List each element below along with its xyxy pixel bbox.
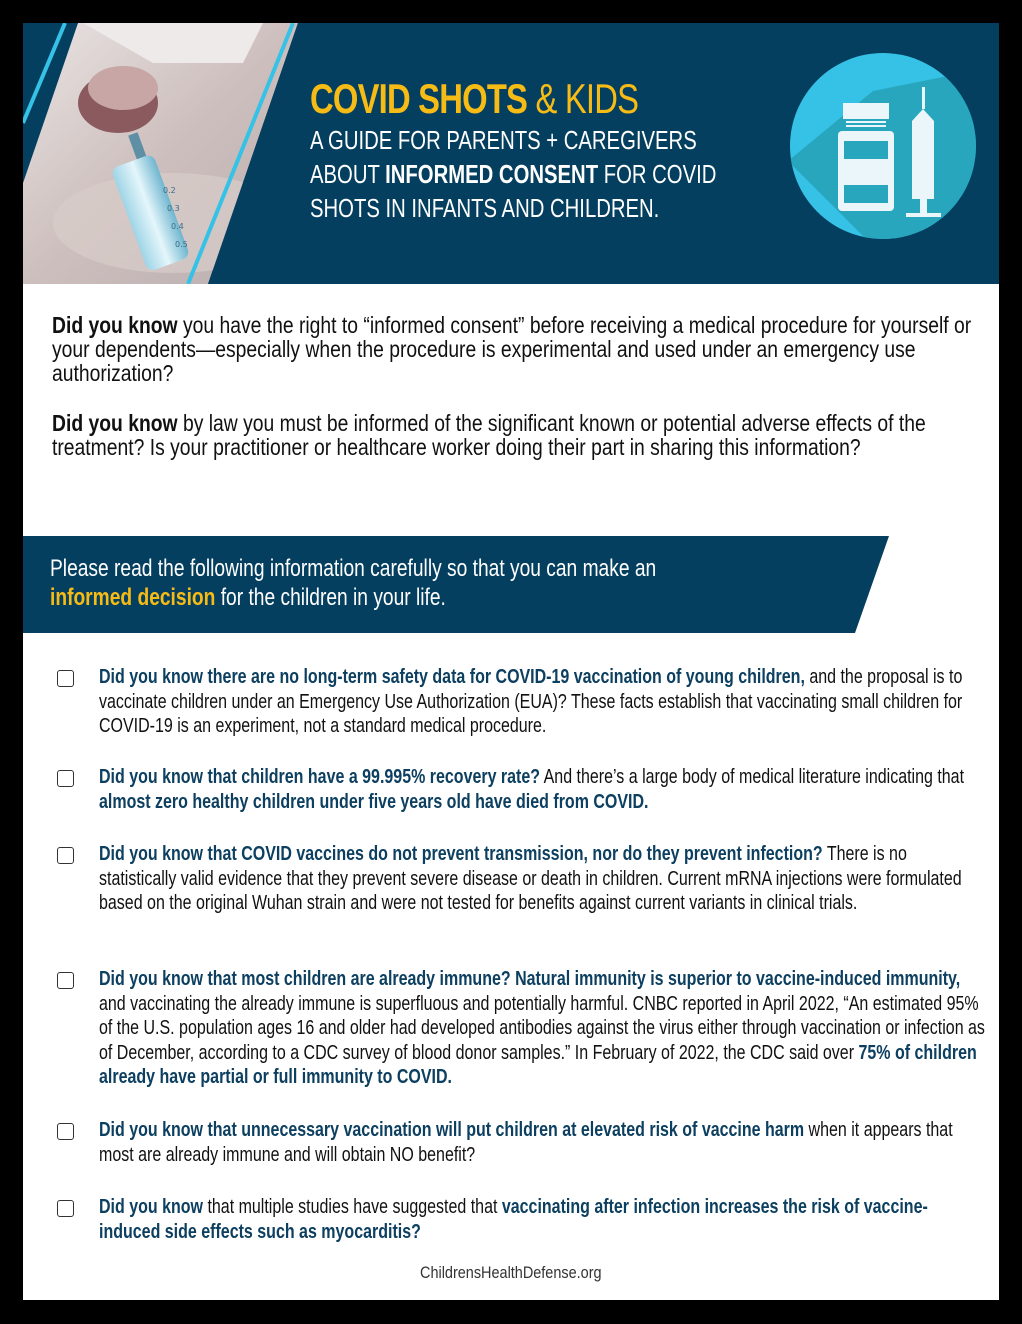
highlighted-text: vaccinating after infection increases the risk of vaccine-induced side effects such as myocarditis? [99,1196,928,1243]
callout-text [50,554,850,612]
header-banner [23,23,999,284]
subtitle-pre: ABOUT [310,159,386,189]
highlighted-text: Did you know that unnecessary vaccination will put children at elevated risk of vaccine harm [99,1119,805,1141]
checklist-item-text [99,1118,987,1167]
body-text: And there’s a large body of medical literature indicating that [540,766,965,788]
vial-and-syringe-icon [788,51,978,241]
body-text: when it appears that most are already immune and will obtain NO benefit? [99,1119,953,1166]
svg-text:0.2: 0.2 [163,186,176,195]
checklist-item [53,842,999,916]
checkbox[interactable] [57,770,74,787]
subtitle-line-3: SHOTS IN INFANTS AND CHILDREN. [310,193,660,223]
intro-section [52,313,984,485]
footer [23,1263,999,1283]
body-text: that multiple studies have suggested that [203,1196,502,1218]
svg-text:0.3: 0.3 [167,204,180,213]
body-text: and the proposal is to vaccinate children under an Emergency Use Authorization (EUA)? These facts establish that vaccinating small children for COVID-19 is an experiment, not a standard medical procedure. [99,666,963,737]
svg-text:0.5: 0.5 [175,240,188,249]
checklist-item-text [99,1195,987,1244]
subtitle-line-1: A GUIDE FOR PARENTS + CAREGIVERS [310,125,697,155]
checklist-item [53,1195,999,1244]
highlighted-text: Did you know there are no long-term safety data for COVID-19 vaccination of young children, [99,666,805,688]
checklist-item-text [99,665,987,739]
main-title [310,75,684,123]
title-block [310,75,790,225]
callout-line-2 [50,583,850,612]
intro-text-1: you have the right to “informed consent” before receiving a medical procedure for yourself or your dependents—especially when the procedure is experimental and used under an emergency use authorization? [52,312,972,386]
highlighted-text: almost zero healthy children under five years old have died from COVID. [99,790,649,813]
svg-text:0.4: 0.4 [171,222,184,231]
highlighted-text: 75% of children already have partial or full immunity to COVID. [99,1041,977,1088]
highlighted-text: Did you know that children have a 99.995% recovery rate? [99,766,541,788]
checkbox[interactable] [57,670,74,687]
checklist-item [53,665,999,739]
checklist-item [53,1118,999,1167]
flyer-page [23,23,999,1300]
checklist-item [53,967,999,1090]
checklist-item [53,765,999,814]
callout-line-2-rest: for the children in your life. [215,584,446,611]
intro-lead-1: Did you know [52,312,178,338]
checkbox[interactable] [57,972,74,989]
checkbox[interactable] [57,1123,74,1140]
subtitle-line-2 [310,157,717,191]
callout-highlight: informed decision [50,584,216,611]
footer-url[interactable]: ChildrensHealthDefense.org [420,1263,602,1282]
highlighted-text: Did you know that most children are already immune? Natural immunity is superior to vaccine-induced immunity, [99,968,961,990]
intro-paragraph-2 [52,411,984,459]
checkbox[interactable] [57,847,74,864]
intro-text-2: by law you must be informed of the significant known or potential adverse effects of the treatment? Is your practitioner or healthcare worker doing their part in sharing this information? [52,410,926,460]
checkbox[interactable] [57,1200,74,1217]
body-text: There is no statistically valid evidence that they prevent severe disease or death in children. Current mRNA injections were formulated based on the original Wuhan strain and were not tested for benefits against current variants in clinical trials. [99,843,962,914]
title-bold: COVID SHOTS [310,75,528,122]
highlighted-text: Did you know [99,1196,203,1218]
checklist-item-text [99,967,987,1090]
subtitle-bold: INFORMED CONSENT [385,159,599,189]
intro-paragraph-1 [52,313,984,385]
subtitle-post: FOR COVID [598,159,717,189]
checklist-item-text [99,842,987,916]
highlighted-text: Did you know that COVID vaccines do not prevent transmission, nor do they prevent infection? [99,843,823,865]
callout-line-1: Please read the following information carefully so that you can make an [50,555,657,582]
intro-lead-2: Did you know [52,410,178,436]
checklist-item-text [99,765,987,814]
body-text: and vaccinating the already immune is superfluous and potentially harmful. CNBC reported in April 2022, “An estimated 95% of the U.S. population ages 16 and older had developed antibodies against the virus either through vaccination or infection as of December, according to a CDC survey of blood donor samples.” In February of 2022, the CDC said over [99,992,985,1064]
title-rest: & KIDS [535,75,639,122]
